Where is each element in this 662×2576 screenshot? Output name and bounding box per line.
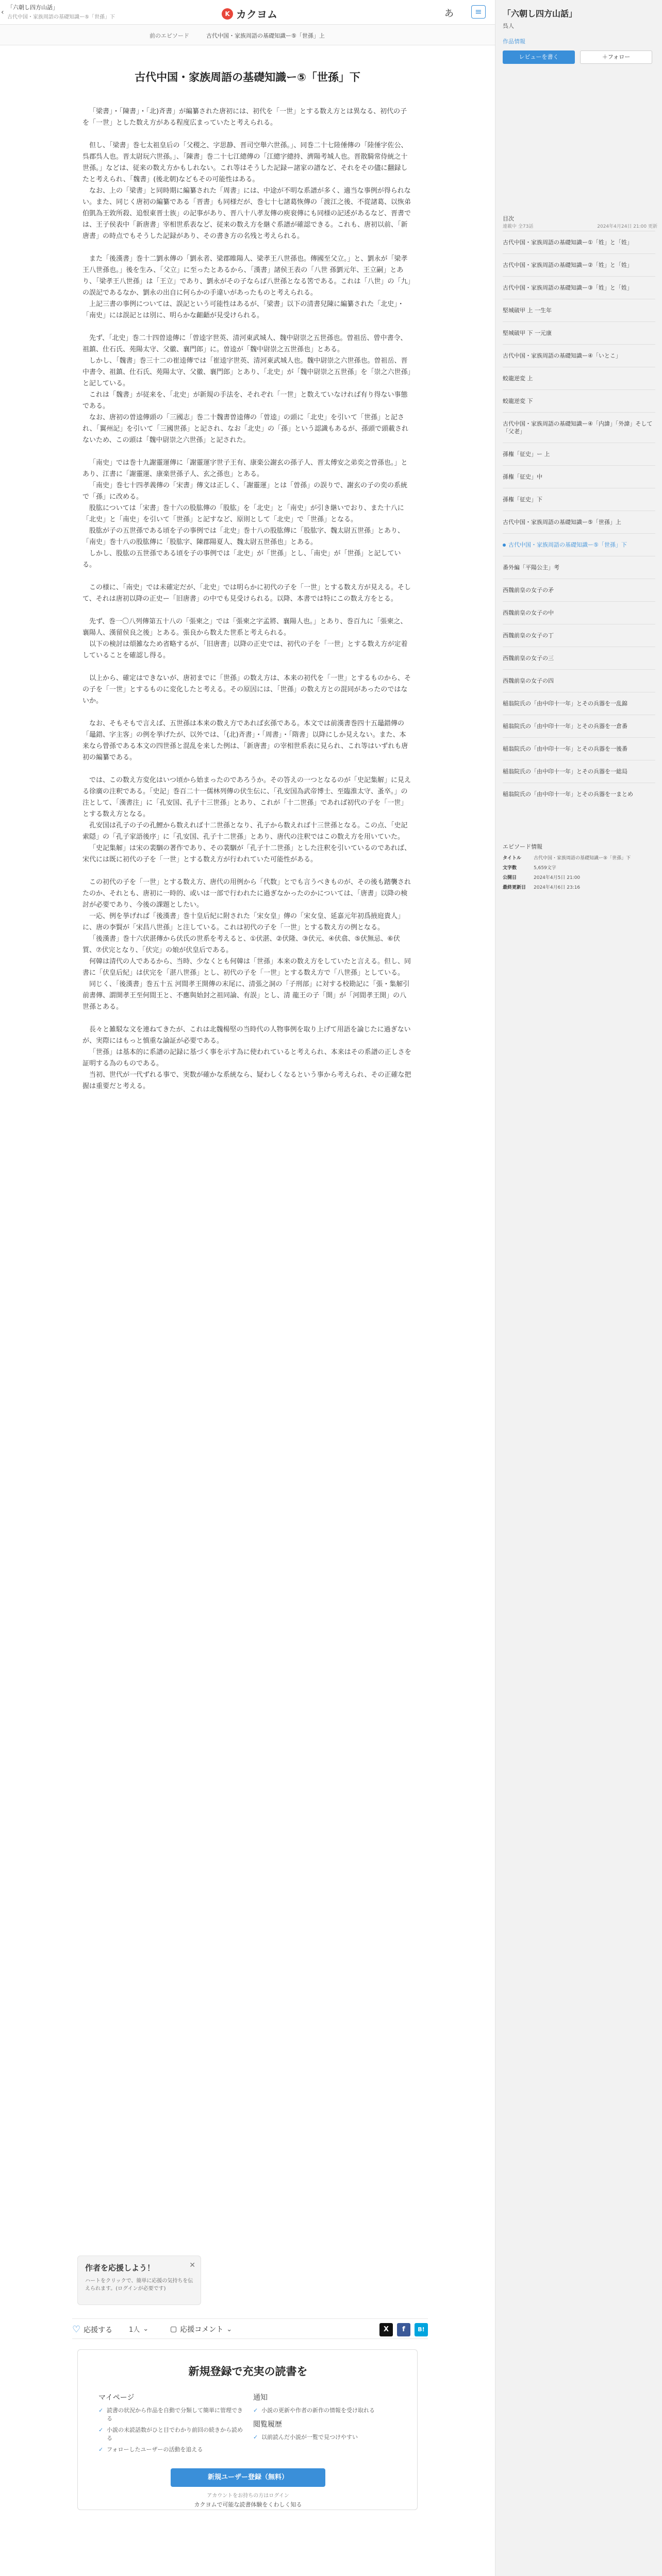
toc-item[interactable]: [503, 737, 655, 760]
toc-item[interactable]: [503, 783, 655, 805]
episode-paragraph: 「後漢書」巻十六伏湛傳から伏氏の世系を考えると、①伏湛、②伏隆、③伏元、④伏翕、⑤伏無忌、⑥伏質、⑦伏完となり、「伏完」の娘が伏皇后である。: [82, 935, 400, 954]
register-right-list2: [253, 2433, 403, 2442]
close-icon[interactable]: ✕: [189, 2261, 195, 2269]
support-prompt-title: 作者を応援しよう！: [85, 2263, 155, 2273]
toc-item[interactable]: [503, 511, 655, 533]
toc-item-label: 西魏前皇の女子の丁: [503, 632, 554, 639]
toc-item-label: 古代中国・家族周語の基礎知識ー①「姓」と「姓」: [503, 239, 633, 246]
chevron-down-icon: ⌄: [143, 2325, 149, 2333]
episode-paragraph: この様に、「南史」では未確定だが、「北史」では明らかに初代の子を「一世」とする数え方が見える。そして、それは唐初以降の正史ー「旧唐書」の中でも見受けられる。以降、本書では特にこの数え方をとる。: [82, 584, 411, 603]
work-info-link[interactable]: 作品情報: [503, 38, 525, 45]
register-feature-text: 以前読んだ小説が一覧で見つけやすい: [261, 2434, 358, 2441]
episode-info-row: [503, 865, 655, 872]
register-left-list: [98, 2406, 248, 2454]
register-feature-text: 小説の更新や作者の新作の情報を受け取れる: [261, 2407, 375, 2414]
like-count[interactable]: [129, 2324, 148, 2334]
support-prompt-card: [77, 2256, 201, 2305]
toc-item-label: 西魏前皇の女子の三: [503, 655, 554, 662]
toc-item[interactable]: [503, 692, 655, 715]
toc-item-label: 古代中国・家族周語の基礎知識ー④「いとこ」: [503, 352, 621, 359]
episode-info-row: [503, 855, 655, 862]
toc-item[interactable]: [503, 533, 655, 556]
toc-item-label: 蛟龍逆変 上: [503, 375, 533, 382]
episode-paragraph: 「世孫」は基本的に系譜の記録に基づく事を示す為に使われていると考えられ、本来はその系譜の正しさを証明する為のものである。: [82, 1048, 411, 1067]
episode-body: [82, 106, 412, 1092]
toc-item[interactable]: [503, 601, 655, 624]
toc-item[interactable]: [503, 760, 655, 783]
register-feature-text: フォローしたユーザーの活動を追える: [107, 2446, 203, 2453]
toc-item-label: 孫権「征史」中: [503, 473, 542, 480]
toc-item[interactable]: [503, 465, 655, 488]
toc-item-label: 孫権「征史」下: [503, 496, 542, 503]
episode-info-row: [503, 875, 655, 882]
episode-paragraph: 同じく、「後漢書」巻五十五 河間孝王開傳の末尾に、清張之洞の「子刑部」に対する校勘記に「張・集解引前書傳、謂開孝王至何間王と、不應與始封之祖同論、有誤」とし、清 龍王の子「開」が「河間孝王開」の八世孫とある。: [82, 980, 410, 1011]
episode-paragraph: 当初、世代が一代ずれる事で、実数が確かな系統なら、疑わしくなるという事から考えられ、その正確な把握は重要だと考える。: [82, 1071, 411, 1090]
check-icon: ✓: [98, 2427, 104, 2433]
episode-paragraph: では、この数え方変化はいつ頃から始まったのであろうか。その答えの一つとなるのが「史記集解」に見える徐廣の注釈である。「史記」巻百二十一儒林列傳の伏生伝に、「孔安国為武帝博士、至臨淮太守、蚤卒。」の注として、「漢書注」に「孔安国、孔子十三世孫」とあり、これが「十二世孫」であれば初代の子を「一世」とする数え方となる。: [82, 776, 411, 818]
register-feature-item: [98, 2446, 248, 2454]
header-breadcrumb: 古代中国・家族周語の基礎知識ー⑤「世孫」下: [7, 14, 115, 20]
toc-item-label: 古代中国・家族周語の基礎知識ー③「姓」と「姓」: [503, 284, 633, 291]
episode-title: 古代中国・家族周語の基礎知識ー⑤「世孫」下: [135, 71, 360, 83]
episode-subnav: [0, 25, 495, 45]
comment-button[interactable]: [170, 2324, 232, 2334]
episode-main: [0, 45, 495, 2576]
menu-icon: ≡: [475, 7, 482, 16]
learn-more-link[interactable]: カクヨムで可能な読書体験をくわしく知る: [194, 2501, 302, 2508]
episode-paragraph: 但し、「梁書」巻七太祖皇后の「父稷之、字思静、晋司空舉六世孫。」、同巻二十七陸倕傳の「陸倕字佐公、呉郡呉人也。晋太尉玩六世孫。」、「陳書」巻二十七江總傳の「江總字總持、濟陽考城人也。晋散騎常侍統之十世孫。」などは、従来の数え方かもしれない。これ等はそうした記録ー諸家の譜など、それをその儘に翻録したと考えられ、「魏書」(後北朝)などもその可能性はある。: [82, 142, 408, 183]
toc-item[interactable]: [503, 344, 655, 367]
episode-info-row: [503, 885, 655, 891]
check-icon: ✓: [98, 2407, 104, 2414]
toc-item[interactable]: [503, 299, 655, 321]
toc-heading: 目次: [503, 215, 514, 222]
toc-item-label: 稲翁院氏の「由中印十一年」とその兵器を一倉番: [503, 723, 627, 730]
register-feature-item: [98, 2406, 248, 2423]
episode-paragraph: なお、そもそもで言えば、五世孫は本来の数え方であれば玄孫である。本文では前漢書巻四十五鼂錯傳の「鼂錯、字主客」の例を挙げたが、以外では、「(北)斉書」・「周書」・「隋書」以降にしか見えない。また、本来なら曾孫である本文の四世孫と混乱を来した例は、「新唐書」の宰相世系表に見られ、これ等はいずれも唐初の編纂である。: [82, 720, 408, 761]
follow-button[interactable]: [580, 50, 652, 64]
toc-item[interactable]: [503, 253, 655, 276]
follow-label: フォロー: [607, 54, 631, 60]
episode-paragraph: 上記三書の事例については、誤記という可能性はあるが、「梁書」以下の清書兒陳に編纂された「北史」・「南史」には誤記とは別に、明らかな齟齬が見受けられる。: [82, 300, 404, 319]
register-right-list: [253, 2406, 403, 2415]
episode-paragraph: これは「魏書」が従来を、「北史」が新規の手法を、それぞれ「一世」と数えていなければ有り得ない事態である。: [82, 391, 408, 410]
register-feature-text: 読書の状況から作品を自動で分類して簡単に管理できる: [107, 2407, 243, 2422]
header-work-info[interactable]: [7, 3, 177, 20]
menu-button[interactable]: [471, 5, 486, 19]
write-review-button[interactable]: レビューを書く: [503, 50, 575, 64]
episode-info-key: タイトル: [503, 856, 521, 861]
toc-item-label: 稲翁院氏の「由中印十一年」とその兵器を一乱錦: [503, 700, 627, 707]
x-share-icon[interactable]: X: [379, 2323, 393, 2336]
register-feature-text: 小説の未読話数がひと目でわかり前回の続きから読める: [107, 2427, 243, 2442]
check-icon: ✓: [98, 2446, 104, 2453]
hatena-bookmark-icon[interactable]: B!: [415, 2323, 428, 2336]
like-count-text: 1人: [129, 2326, 140, 2334]
toc-item[interactable]: [503, 579, 655, 601]
episode-paragraph: 股肱については「宋書」巻十六の股肱傳の「股肱」を「北史」と「南史」が引き継いでおり、また十八に「北史」と「南史」を引いて「世孫」と記すなど、原則として「北史」で「世孫」となる。: [82, 504, 404, 523]
toc-item[interactable]: [503, 488, 655, 511]
current-marker-icon: [503, 544, 506, 547]
toc-item[interactable]: [503, 389, 655, 412]
check-icon: ✓: [253, 2434, 258, 2441]
toc-item-label: 古代中国・家族周語の基礎知識ー⑤「世孫」上: [503, 519, 621, 526]
episode-paragraph: 先ず、「北史」巻二十四曽逵傳に「曽逵字世英、清河東武城人、魏中尉崇之五世孫也。曽祖岳、曾中書令、祖鎮、仕石氏、苑陽太守、父徽、襄門郎」に。曽逵が「魏中尉崇之五世孫也」とある。: [82, 334, 407, 353]
chevron-down-icon: ⌄: [226, 2325, 233, 2333]
heart-icon: ♡: [72, 2324, 81, 2335]
sidebar: [495, 0, 662, 2576]
register-feature-item: [253, 2433, 403, 2442]
like-label: 応援する: [84, 2326, 113, 2334]
toc-item-label: 稲翁院氏の「由中印十一年」とその兵器を一後番: [503, 745, 627, 752]
back-arrow-icon[interactable]: ‹: [1, 8, 4, 16]
toc-item[interactable]: [503, 231, 655, 253]
episode-paragraph: 以上から、確定はできないが、唐初までに「世孫」の数え方は、本来の初代を「一世」とするものから、その子を「一世」とするものに変化したと考える。その原因には、「世孫」の数え方との混同があったのではないか。: [82, 674, 411, 705]
toc-item[interactable]: [503, 715, 655, 737]
sidebar-work-title[interactable]: 「六朝し四方山話」: [503, 9, 577, 19]
episode-info-value: 5,659文字: [534, 866, 556, 871]
episode-paragraph: 「史記集解」は宋の裴駰の著作であり、その裴駰が「孔子十二世孫」とした注釈を引いているのであれば、宋代には既に初代の子を「一世」とする数え方が行われていた可能性がある。: [82, 844, 411, 863]
register-promo: [77, 2349, 418, 2510]
plus-icon: ＋: [602, 54, 608, 60]
register-feature-item: [98, 2426, 248, 2443]
episode-info-key: 文字数: [503, 866, 517, 871]
episode-paragraph: 以下の検討は煩雑なため省略するが、「旧唐書」以降の正史では、初代の子を「一世」とする数え方が定着していることを確認し得る。: [82, 640, 408, 659]
episode-info-value: 2024年4月6日 23:16: [534, 885, 581, 890]
toc-item-label: 番外編「平陽公主」考: [503, 564, 559, 571]
toc-count: 連載中 全73話: [503, 224, 534, 229]
login-link[interactable]: アカウントをお持ちの方はログイン: [207, 2493, 289, 2499]
font-settings-button[interactable]: あ: [444, 8, 454, 19]
support-prompt-desc: ハートをクリックで、簡単に応援の気持ちを伝えられます。(ログインが必要です): [85, 2278, 193, 2292]
episode-paragraph: なお、唐初の曽逵傳頭の「三國志」巻二十魏書曽逵傳の「曽逵」の頭に「北史」を引いて「世孫」と記され、「翼州記」を引いて「三國世孫」と記され、なお「北史」の「孫」という認識もあるが、孫頭で頭載されないため、この頭は「魏中尉崇之六世孫」と記された。: [82, 414, 409, 444]
episode-paragraph: 先ず、巻一〇八列傳第五十八の「張柬之」では「張柬之字孟將、襄陽人也。」とあり、巻百九に「張柬之、襄陽人、漢留侯良之後」とある。張良から数えた世系と考えられる。: [82, 618, 407, 637]
toc-item-label: 蛟龍逆変 下: [503, 398, 533, 404]
episode-paragraph: しかし、「魏書」巻三十二の崔逵傳では「崔逵字世英、清河東武城人也。魏中尉崇之六世孫也。曽祖岳、晋中書令、祖鎮、仕石氏、苑陽太守、父徽、襄門郎」とあり、「北史」が「魏中尉崇之五世孫」を「崇之六世孫」と記している。: [82, 357, 411, 387]
logo-mark-icon: K: [222, 8, 233, 20]
register-left-head: マイページ: [98, 2394, 135, 2402]
toc-item[interactable]: [503, 321, 655, 344]
episode-paragraph: 何韓は清代の人であるから、当時、少なくとも何韓は「世孫」本来の数え方をしていたと言える。但し、同書に「伏皇后紀」は伏完を「湛八世孫」とし、初代の子を「一世」とする数え方で「八世孫」としている。: [82, 958, 411, 977]
toc-item-label: 古代中国・家族周語の基礎知識ー④「内諱」「外諱」そして「父老」: [503, 420, 653, 435]
episode-paragraph: 股肱が子の五世孫である頃を子の事例では「北史」巻十八の股肱傳に「股肱字、魏太尉五世孫」とあり、「南史」巻十八の股肱傳に「股肱字、陳郡陽夏人、魏太尉五世孫也」とある。: [82, 527, 405, 546]
header-work-title[interactable]: 「六朝し四方山話」: [7, 4, 58, 11]
prev-episode-title[interactable]: 古代中国・家族周語の基礎知識ー⑤「世孫」上: [206, 32, 325, 39]
toc-item-label: 古代中国・家族周語の基礎知識ー②「姓」と「姓」: [503, 262, 633, 268]
toc-item-label: 西魏前皇の女子の矛: [503, 587, 554, 594]
episode-paragraph: なお、上の「梁書」と同時期に編纂された「周書」には、中途が不明な系譜が多く、適当な事例が得られない。また、同じく唐初の編纂である「晋書」も同様だが、巻七十七諸葛恢傳の「渡江之後、不從諸葛、以恢弟伯凱為王敦所殺、追恨東晋士族」の記事があり、晋八十八孝友傳の庾衮傳にも同様の記述があるなど、晋書では、王子侯表中「新唐書」宰相世系表など、従来の数え方を継ぐ系譜が確認できる。これも、唐初以前、「新唐書」の時点でもそうした記録があり、その書き方の名残と考えられる。: [82, 187, 411, 240]
toc-item-label: 孫権「征史」ー 上: [503, 451, 550, 457]
toc-meta: [503, 223, 657, 229]
toc-item[interactable]: [503, 367, 655, 389]
episode-info-heading: エピソード情報: [503, 843, 542, 850]
toc-updated: 2024年4月24日 21:00 更新: [597, 224, 657, 229]
episode-info-key: 最終更新日: [503, 885, 526, 890]
episode-paragraph: しかし、股肱の五世孫である頃を子の事例では「北史」が「世孫」とし、「南史」が「世孫」と記している。: [82, 550, 401, 569]
toc-item[interactable]: [503, 669, 655, 692]
episode-paragraph: 「梁書」・「陳書」・「北)斉書」が編纂された唐初には、初代を「一世」とする数え方とは異なる、初代の子を「一世」とした数え方がある程度広まっていたと考えられる。: [82, 108, 407, 127]
toc-item-label: 堅城破甲 上 一生年: [503, 307, 552, 314]
episode-paragraph: この初代の子を「一世」とする数え方、唐代の用例から「代数」とでも言うべきものが、その後も踏襲されたのか、それとも、唐初に一時的、或いは一部で行われたに過ぎなかったのかについては、「唐書」以降の検討が必要であり、今後の課題としたい。: [82, 878, 411, 909]
episode-paragraph: また「後漢書」巻十二劉永傳の「劉永者、梁郡睢陽人、梁孝王八世孫也。傳國至父立。」と、劉永が「梁孝王八世孫也。」後を生み、「父立」に至ったとあるから、「漢書」諸侯王表の「八世 孫劉元年、王立嗣」とあり、「梁孝王八世孫」は「王立」であり、劉永がその子ならば八世孫となる筈である。これは「八世」の「九」の誤記であるなか、劉永の出自に何らかの手違いがあったものと考えられる。: [82, 255, 411, 297]
toc-item[interactable]: [503, 443, 655, 465]
register-button[interactable]: 新規ユーザー登録（無料）: [171, 2468, 325, 2487]
toc-item-label: 西魏前皇の女子の中: [503, 609, 554, 616]
register-right-head2: 閲覧履歴: [253, 2420, 282, 2429]
check-icon: ✓: [253, 2407, 258, 2414]
register-right-head: 通知: [253, 2394, 268, 2402]
register-title: 新規登録で充実の読書を: [188, 2365, 308, 2378]
toc-item[interactable]: [503, 647, 655, 669]
episode-paragraph: 長々と雑駁な文を連ねてきたが、これは北魏楊堅の当時代の人物事例を取り上げて用語を論じたに過ぎないが、実際にはもっと慎重な論証が必要である。: [82, 1026, 411, 1045]
logo-text: カクヨム: [236, 8, 277, 21]
toc-item-label: 堅城破甲 下 一元康: [503, 330, 552, 336]
prev-episode-link[interactable]: 前のエピソード: [150, 32, 189, 39]
toc-item-label: 西魏前皇の女子の四: [503, 677, 554, 684]
toc-item-label: 稲翁院氏の「由中印十一年」とその兵器を一総局: [503, 768, 627, 775]
toc-item[interactable]: [503, 276, 655, 299]
episode-info-key: 公開日: [503, 875, 517, 880]
toc-list: [503, 231, 655, 805]
episode-paragraph: 一応、例を挙げれば「後漢書」巻十皇后紀に附された「宋女皇」傳の「宋女皇、延嘉元年初爲掖庭貴人」に、唐の李賢が「宋昌八世孫」と注している。これは初代の子を「一世」とする数え方の例となる。: [82, 912, 405, 931]
toc-item-label: 稲翁院氏の「由中印十一年」とその兵器を一まとめ: [503, 791, 633, 798]
action-bar: [72, 2318, 428, 2339]
register-notify: [253, 2392, 403, 2445]
episode-info-value: 2024年4月5日 21:00: [534, 875, 581, 880]
like-button[interactable]: [72, 2324, 112, 2335]
toc-item[interactable]: [503, 412, 655, 443]
episode-paragraph: 「南史」では巻十九謝靈運傳に「謝靈運字世子王有、康楽公謝玄の孫子人、晋太傅安之弟奕之曽孫也。」とあり、江書に「謝靈運、康楽世孫子人、玄之孫也」とある。: [82, 459, 408, 478]
register-feature-item: [253, 2406, 403, 2415]
sidebar-author[interactable]: 呉人: [503, 23, 514, 29]
toc-item-label: 古代中国・家族周語の基礎知識ー⑤「世孫」下: [508, 541, 627, 548]
episode-info-value: 古代中国・家族周語の基礎知識ー⑤「世孫」下: [534, 856, 631, 861]
episode-info: [503, 855, 655, 894]
toc-item[interactable]: [503, 556, 655, 579]
toc-item[interactable]: [503, 624, 655, 647]
comment-label: 応援コメント: [180, 2326, 224, 2334]
site-logo[interactable]: [222, 6, 277, 21]
register-mypage: [98, 2392, 248, 2457]
episode-paragraph: 孔安国は孔子の子の孔鯉から数えれば十二世孫となり、孔子から数えれば十三世孫となる。この点、「史記索隠」の「孔子家語後序」に「孔安国、孔子十二世孫」とあり、唐代の注釈ではこの数え方を用いていた。: [82, 822, 408, 841]
share-buttons: [379, 2323, 428, 2336]
facebook-share-icon[interactable]: f: [397, 2323, 410, 2336]
episode-paragraph: 「南史」巻七十四孝義傳の「宋書」傳文は正しく、「謝靈運」とは「曽孫」の誤りで、謝玄の子の奕の系統で「孫」に改める。: [82, 482, 407, 501]
comment-icon: ▢: [170, 2325, 177, 2333]
